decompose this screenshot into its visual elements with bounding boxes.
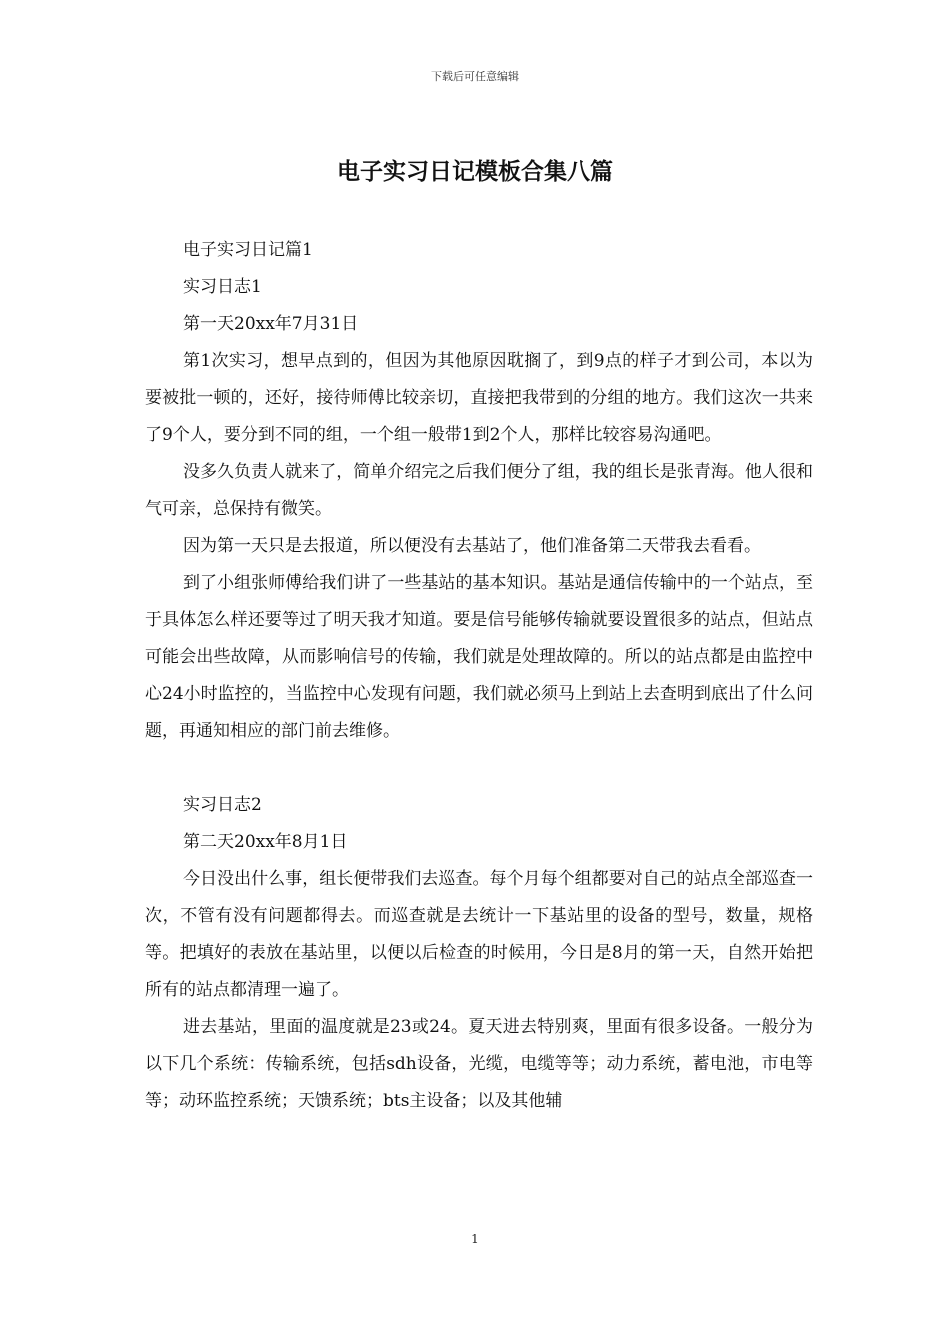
document-body <box>145 232 813 1120</box>
paragraph: 进去基站，里面的温度就是23或24。夏天进去特别爽，里面有很多设备。一般分为以下几个系统：传输系统，包括sdh设备，光缆，电缆等等；动力系统，蓄电池，市电等等；动环监控系统；天馈系统；bts主设备；以及其他辅 <box>145 1017 813 1111</box>
paragraph: 今日没出什么事，组长便带我们去巡查。每个月每个组都要对自己的站点全部巡查一次，不管有没有问题都得去。而巡查就是去统计一下基站里的设备的型号，数量，规格等。把填好的表放在基站里，以便以后检查的时候用，今日是8月的第一天，自然开始把所有的站点都清理一遍了。 <box>145 869 813 1000</box>
section-heading: 电子实习日记篇1 <box>183 240 313 260</box>
log-date: 第二天20xx年8月1日 <box>183 832 348 852</box>
paragraph: 因为第一天只是去报道，所以便没有去基站了，他们准备第二天带我去看看。 <box>183 536 761 556</box>
section-spacer <box>145 750 813 787</box>
log-title: 实习日志2 <box>183 795 262 815</box>
paragraph: 第1次实习，想早点到的，但因为其他原因耽搁了，到9点的样子才到公司，本以为要被批一顿的，还好，接待师傅比较亲切，直接把我带到的分组的地方。我们这次一共来了9个人，要分到不同的组，一个组一般带1到2个人，那样比较容易沟通吧。 <box>145 351 813 445</box>
page-number: 1 <box>471 1232 479 1246</box>
header-note: 下载后可任意编辑 <box>431 70 519 83</box>
document-title: 电子实习日记模板合集八篇 <box>337 159 613 185</box>
log-title: 实习日志1 <box>183 277 262 297</box>
paragraph: 没多久负责人就来了，简单介绍完之后我们便分了组，我的组长是张青海。他人很和气可亲，总保持有微笑。 <box>145 462 813 519</box>
log-date: 第一天20xx年7月31日 <box>183 314 359 334</box>
paragraph: 到了小组张师傅给我们讲了一些基站的基本知识。基站是通信传输中的一个站点，至于具体怎么样还要等过了明天我才知道。要是信号能够传输就要设置很多的站点，但站点可能会出些故障，从而影响信号的传输，我们就是处理故障的。所以的站点都是由监控中心24小时监控的，当监控中心发现有问题，我们就必须马上到站上去查明到底出了什么问题，再通知相应的部门前去维修。 <box>145 573 813 741</box>
